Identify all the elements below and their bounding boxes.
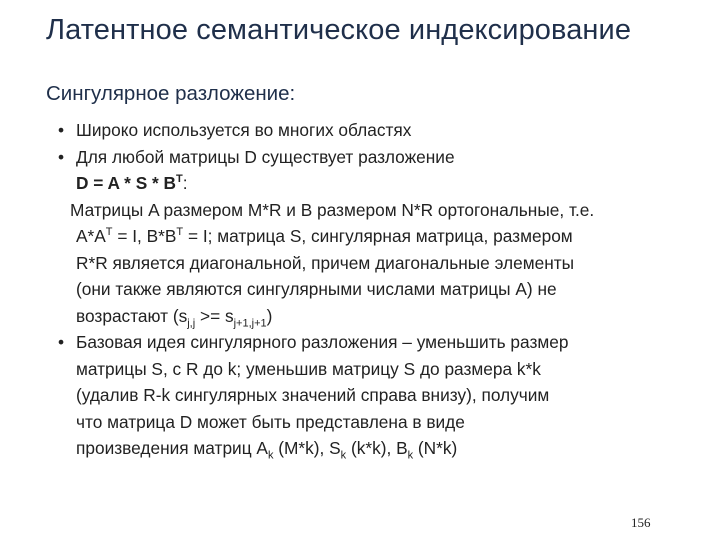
bullet-text: Базовая идея сингулярного разложения – уменьшить размер: [76, 332, 569, 352]
formula-main: D = A * S * B: [76, 173, 177, 193]
description-line: (они также являются сингулярными числами матрицы A) не: [76, 279, 557, 299]
idea-text: (k*k), B: [346, 438, 408, 458]
bullet-text: Для любой матрицы D существует разложение: [76, 146, 455, 167]
description-text: = I, B*B: [112, 226, 177, 246]
description-line: R*R является диагональной, причем диагональные элементы: [76, 252, 575, 273]
bullet-marker: •: [58, 146, 65, 167]
page-number: 156: [631, 515, 651, 530]
bullet-item: [46, 117, 706, 144]
slide-title: Латентное семантическое индексирование: [46, 14, 632, 46]
formula-superscript: T: [176, 173, 183, 186]
bullet-item: [46, 329, 706, 356]
slide-body: [46, 117, 706, 462]
description-superscript: T: [105, 226, 113, 239]
bullet-marker: •: [58, 332, 65, 352]
description-text: возрастают (s: [76, 305, 188, 326]
idea-line: [46, 435, 706, 462]
idea-line: что матрица D может быть представлена в виде: [76, 411, 465, 432]
idea-line: (удалив R-k сингулярных значений справа внизу), получим: [76, 385, 550, 405]
idea-line: матрицы S, с R до k; уменьшив матрицу S до размера k*k: [76, 358, 541, 379]
formula-tail: :: [182, 173, 188, 193]
bullet-marker: •: [58, 120, 65, 140]
bullet-item: [46, 144, 706, 171]
idea-subscript: k: [267, 449, 274, 462]
idea-text: (N*k): [413, 438, 458, 458]
slide-subtitle: Сингулярное разложение:: [46, 82, 296, 105]
idea-subscript: k: [407, 449, 414, 462]
description-superscript: T: [176, 226, 184, 239]
description-line: Матрицы A размером M*R и B размером N*R ортогональные, т.е.: [70, 199, 595, 220]
idea-text: (M*k), S: [273, 438, 341, 458]
description-line: [46, 223, 706, 250]
idea-subscript: k: [340, 449, 347, 462]
description-subscript: j+1,j+1: [233, 316, 267, 329]
description-text: = I; матрица S, сингулярная матрица, размером: [183, 226, 573, 246]
idea-text: произведения матриц A: [76, 438, 268, 458]
bullet-text: Широко используется во многих областях: [76, 120, 412, 140]
formula-line: [46, 170, 706, 197]
description-text: ): [266, 305, 273, 326]
description-text: >= s: [195, 305, 234, 326]
description-text: A*A: [76, 226, 106, 246]
description-line: [46, 303, 706, 330]
description-subscript: j,j: [187, 316, 196, 329]
